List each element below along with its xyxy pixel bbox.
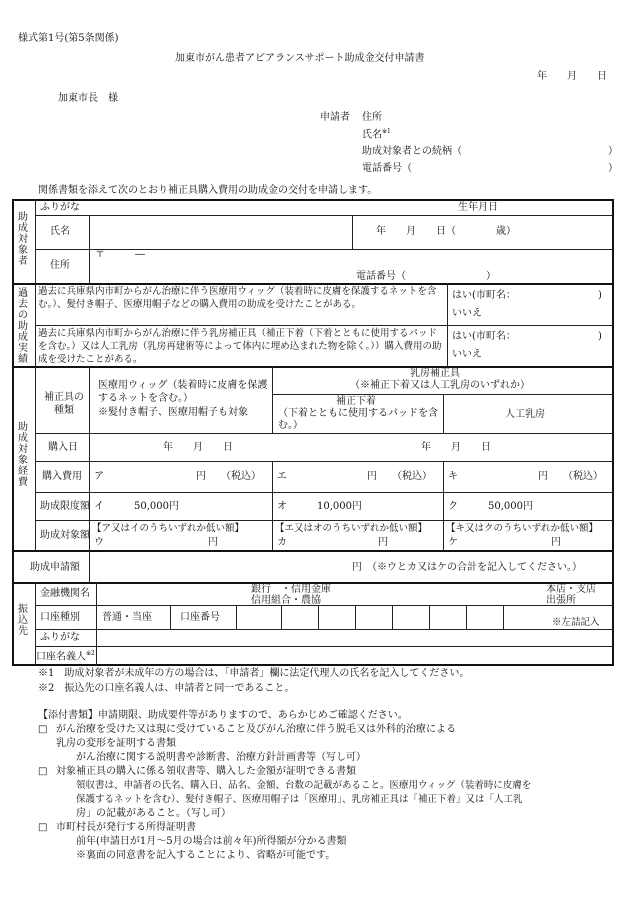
bank-types-2: 信用組合・農協 (251, 595, 321, 606)
account-type-label: 口座種別 (40, 612, 80, 623)
target-ke-yen: 円 (551, 537, 561, 548)
history-breast-yes: はい(市町名： (452, 331, 516, 342)
holder-note: ※2 (86, 650, 95, 657)
underwear-sub: （下着とともに使用するパッドを含む。） (278, 408, 438, 431)
addressee: 加東市長 様 (58, 93, 118, 104)
history-section-label: 過去の助成実績 (18, 288, 28, 365)
attachment-1b: 乳房の変形を証明する書類 (56, 738, 176, 749)
form-number: 様式第1号(第5条関係) (18, 33, 119, 44)
breast-purchase-date: 年 月 日 (421, 442, 491, 453)
purchase-date-label: 購入日 (48, 442, 78, 453)
expenses-section-label: 助成対象経費 (18, 422, 28, 488)
attachment-2c: 保護するネットを含む）、髪付き帽子、医療用帽子は「医療用」、乳房補正具は「補正下着」又は「人工乳 (76, 794, 523, 805)
cost-a-yen: 円 （税込） (196, 471, 261, 482)
cost-e-label: エ (277, 471, 287, 482)
history-wig-yes-close: ) (598, 290, 602, 301)
cost-a-label: ア (94, 471, 104, 482)
attachment-1: がん治療を受けた又は現に受けていること及びがん治療に伴う脱毛又は外科的治療による (56, 724, 456, 735)
wig-note: ※髪付き帽子、医療用帽子も対象 (98, 407, 248, 418)
branch-types-2: 出張所 (546, 595, 576, 606)
holder-label: 口座名義人$^{※2}$ (36, 650, 95, 663)
artificial-label: 人工乳房 (505, 409, 545, 420)
target-label: 助成対象額 (40, 530, 90, 541)
history-wig-text: 過去に兵庫県内市町からがん治療に伴う医療用ウィッグ（装着時に皮膚を保護するネットを含む。）、髪付き帽子、医療用帽子などの購入費用の助成を受けたことがある。 (38, 286, 437, 310)
bank-types-1: 銀行 ・信用金庫 (251, 584, 331, 595)
cost-e-yen: 円 （税込） (367, 471, 432, 482)
applicant-phone-label: 電話番号（ (362, 163, 412, 174)
underwear-label: 補正下着 (336, 396, 376, 407)
target-ka-yen: 円 (378, 537, 388, 548)
breast-note: （※補正下着又は人工乳房のいずれか） (350, 380, 530, 391)
application-value: 円 （※ウとカ又はケの合計を記入してください。） (352, 562, 582, 573)
applicant-name-note: ※1 (382, 128, 391, 135)
checkbox-2[interactable]: □ (38, 766, 48, 777)
limit-label: 助成限度額 (40, 501, 90, 512)
checkbox-3[interactable]: □ (38, 822, 48, 833)
attachment-3: 市町村長が発行する所得証明書 (56, 822, 196, 833)
wig-purchase-date: 年 月 日 (163, 442, 233, 453)
history-breast-no: いいえ (452, 349, 482, 360)
birthdate-label: 生年月日 (458, 202, 498, 213)
target-u-note: 【ア又はイのうちいずれか低い額】 (92, 523, 245, 534)
attachment-3b: 前年(申請日が1月～5月の場合は前々年)所得額が分かる書類 (76, 836, 347, 847)
attachments-header: 【添付書類】申請期限、助成要件等がありますので、あらかじめご確認ください。 (38, 710, 408, 721)
attachment-1c: がん治療に関する説明書や診断書、治療方針計画書等（写し可） (76, 752, 366, 763)
institution-label: 金融機関名 (40, 588, 90, 599)
target-ke-note: 【キ又はクのうちいずれか低い額】 (446, 523, 599, 534)
checkbox-1[interactable]: □ (38, 724, 48, 735)
subject-section-label: 助成対象者 (18, 212, 28, 267)
note-2: ※2 振込先の口座名義人は、申請者と同一であること。 (38, 683, 295, 694)
type-label: 補正具の種類 (44, 392, 84, 416)
application-label: 助成申請額 (30, 562, 80, 573)
applicant-label: 申請者 (320, 112, 350, 123)
history-wig-no: いいえ (452, 308, 482, 319)
limit-o: オ 10,000円 (277, 501, 362, 512)
target-u-yen: 円 (208, 537, 218, 548)
history-wig-yes: はい(市町名： (452, 290, 516, 301)
attachment-2b: 領収書は、申請者の氏名、購入日、品名、金額、台数の記載があること。医療用ウィッグ（装着時に皮膚を (76, 780, 532, 791)
postal-code: 〒 ― (95, 249, 145, 260)
attachment-2: 対象補正具の購入に係る領収書等、購入した金額が証明できる書類 (56, 766, 356, 777)
history-breast-text: 過去に兵庫県内市町からがん治療に伴う乳房補正具（補正下着（下着とともに使用するパッドを含む。）又は人工乳房（乳房再建術等によって体内に埋め込まれた物を除く。））購入費用の助成を受けたことがある。 (38, 328, 442, 365)
account-type-value: 普通・当座 (102, 612, 152, 623)
holder-furigana-label: ふりがな (40, 632, 80, 643)
subject-name-label: 氏名 (50, 226, 70, 237)
birthdate-value: 年 月 日（ 歳） (376, 226, 516, 237)
relationship-label: 助成対象者との続柄（ (362, 146, 462, 157)
account-number-label: 口座番号 (180, 612, 220, 623)
limit-ku: ク 50,000円 (448, 501, 533, 512)
history-breast-yes-close: ) (598, 331, 602, 342)
applicant-name-label: 氏名$^{※1}$ (362, 128, 391, 141)
bank-section-label: 振込先 (18, 604, 28, 637)
note-1: ※1 助成対象者が未成年の方の場合は、「申請者」欄に法定代理人の氏名を記入してください。 (38, 668, 470, 679)
attachment-2d: 房」の記載があること。（写し可） (76, 808, 231, 819)
target-u: ウ (94, 537, 104, 548)
limit-i: イ 50,000円 (94, 501, 179, 512)
target-ka: カ (277, 537, 287, 548)
attachment-3c: ※裏面の同意書を記入することにより、省略が可能です。 (76, 850, 336, 861)
subject-address-label: 住所 (50, 260, 70, 271)
target-ka-note: 【エ又はオのうちいずれか低い額】 (275, 523, 428, 534)
cost-ki-yen: 円 （税込） (538, 471, 603, 482)
application-date: 年 月 日 (537, 71, 607, 82)
wig-label: 医療用ウィッグ（装着時に皮膚を保護するネットを含む。） (98, 380, 268, 404)
subject-furigana-label: ふりがな (40, 202, 80, 213)
applicant-phone-close: ） (608, 163, 618, 174)
page-title: 加東市がん患者アピアランスサポート助成金交付申請書 (175, 53, 425, 64)
branch-types-1: 本店・支店 (546, 584, 596, 595)
cost-ki-label: キ (448, 471, 458, 482)
subject-phone: 電話番号（ ） (356, 271, 496, 282)
applicant-address-label: 住所 (362, 112, 382, 123)
intro-text: 関係書類を添えて次のとおり補正具購入費用の助成金の交付を申請します。 (38, 185, 378, 196)
relationship-close: ） (608, 146, 618, 157)
target-ke: ケ (448, 537, 458, 548)
breast-label: 乳房補正具 (410, 368, 460, 379)
left-align-note: ※左詰記入 (552, 617, 600, 628)
purchase-cost-label: 購入費用 (42, 471, 82, 482)
